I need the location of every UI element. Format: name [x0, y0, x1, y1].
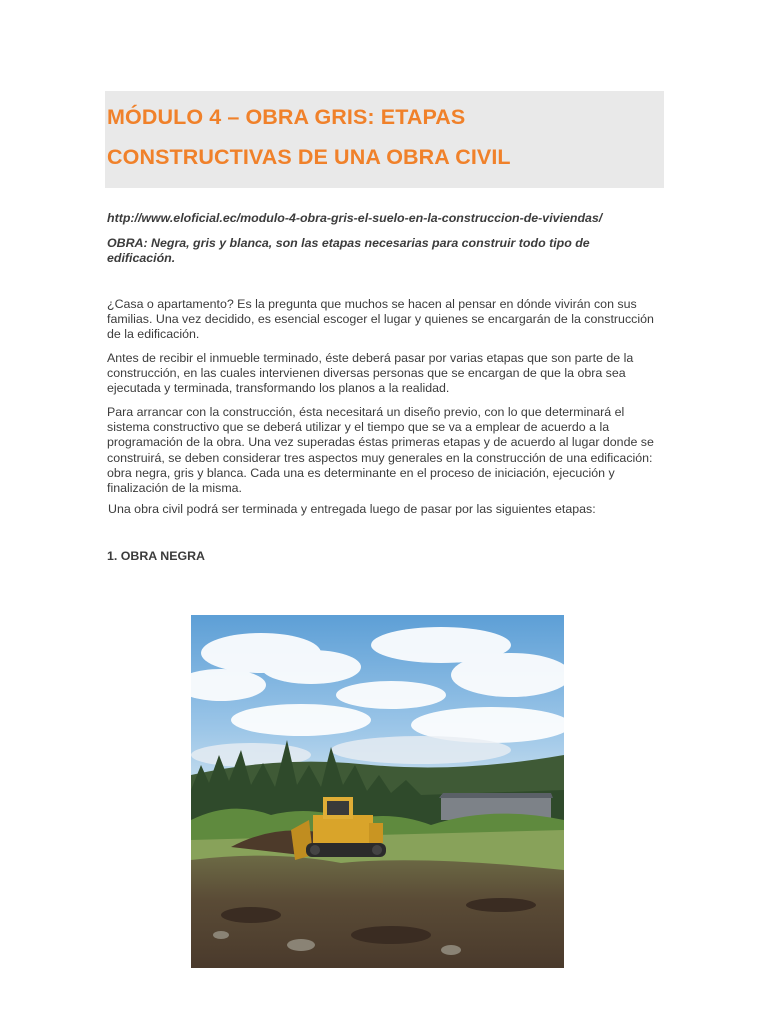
paragraph-intro: ¿Casa o apartamento? Es la pregunta que muchos se hacen al pensar en dónde vivirán con sus familias. Una vez decidido, es esencial escoger el lugar y quienes se encargarán de la construcción de la edificación.	[107, 297, 654, 342]
title-banner	[105, 91, 664, 188]
paragraph-diseno: Para arrancar con la construcción, ésta necesitará un diseño previo, con lo que determinará el sistema constructivo que se deberá utilizar y el tiempo que se va a emplear de acuerdo a la programación de la obra. Una vez superadas éstas primeras etapas y de acuerdo al lugar donde se construirá, se deben considerar tres aspectos muy generales en la construcción de una edificación: obra negra, gris y blanca. Cada una es determinante en el proceso de iniciación, ejecución y finalización de la misma.	[107, 405, 654, 496]
obra-definition: OBRA: Negra, gris y blanca, son las etapas necesarias para construir todo tipo de edificación.	[107, 236, 590, 265]
paragraph-siguientes-etapas: Una obra civil podrá ser terminada y entregada luego de pasar por las siguientes etapas:	[108, 502, 596, 516]
page-title-line-1: MÓDULO 4 – OBRA GRIS: ETAPAS	[107, 105, 466, 129]
section-heading-obra-negra: 1. OBRA NEGRA	[107, 549, 205, 563]
paragraph-etapas: Antes de recibir el inmueble terminado, éste deberá pasar por varias etapas que son parte de la construcción, en las cuales intervienen diversas personas que se encargan de que la obra sea ejecutada y terminada, transformando los planos a la realidad.	[107, 351, 634, 396]
page-title-line-2: CONSTRUCTIVAS DE UNA OBRA CIVIL	[107, 145, 511, 169]
source-link[interactable]: http://www.eloficial.ec/modulo-4-obra-gris-el-suelo-en-la-construccion-de-viviendas/	[107, 211, 603, 225]
bulldozer-photo	[191, 615, 564, 968]
